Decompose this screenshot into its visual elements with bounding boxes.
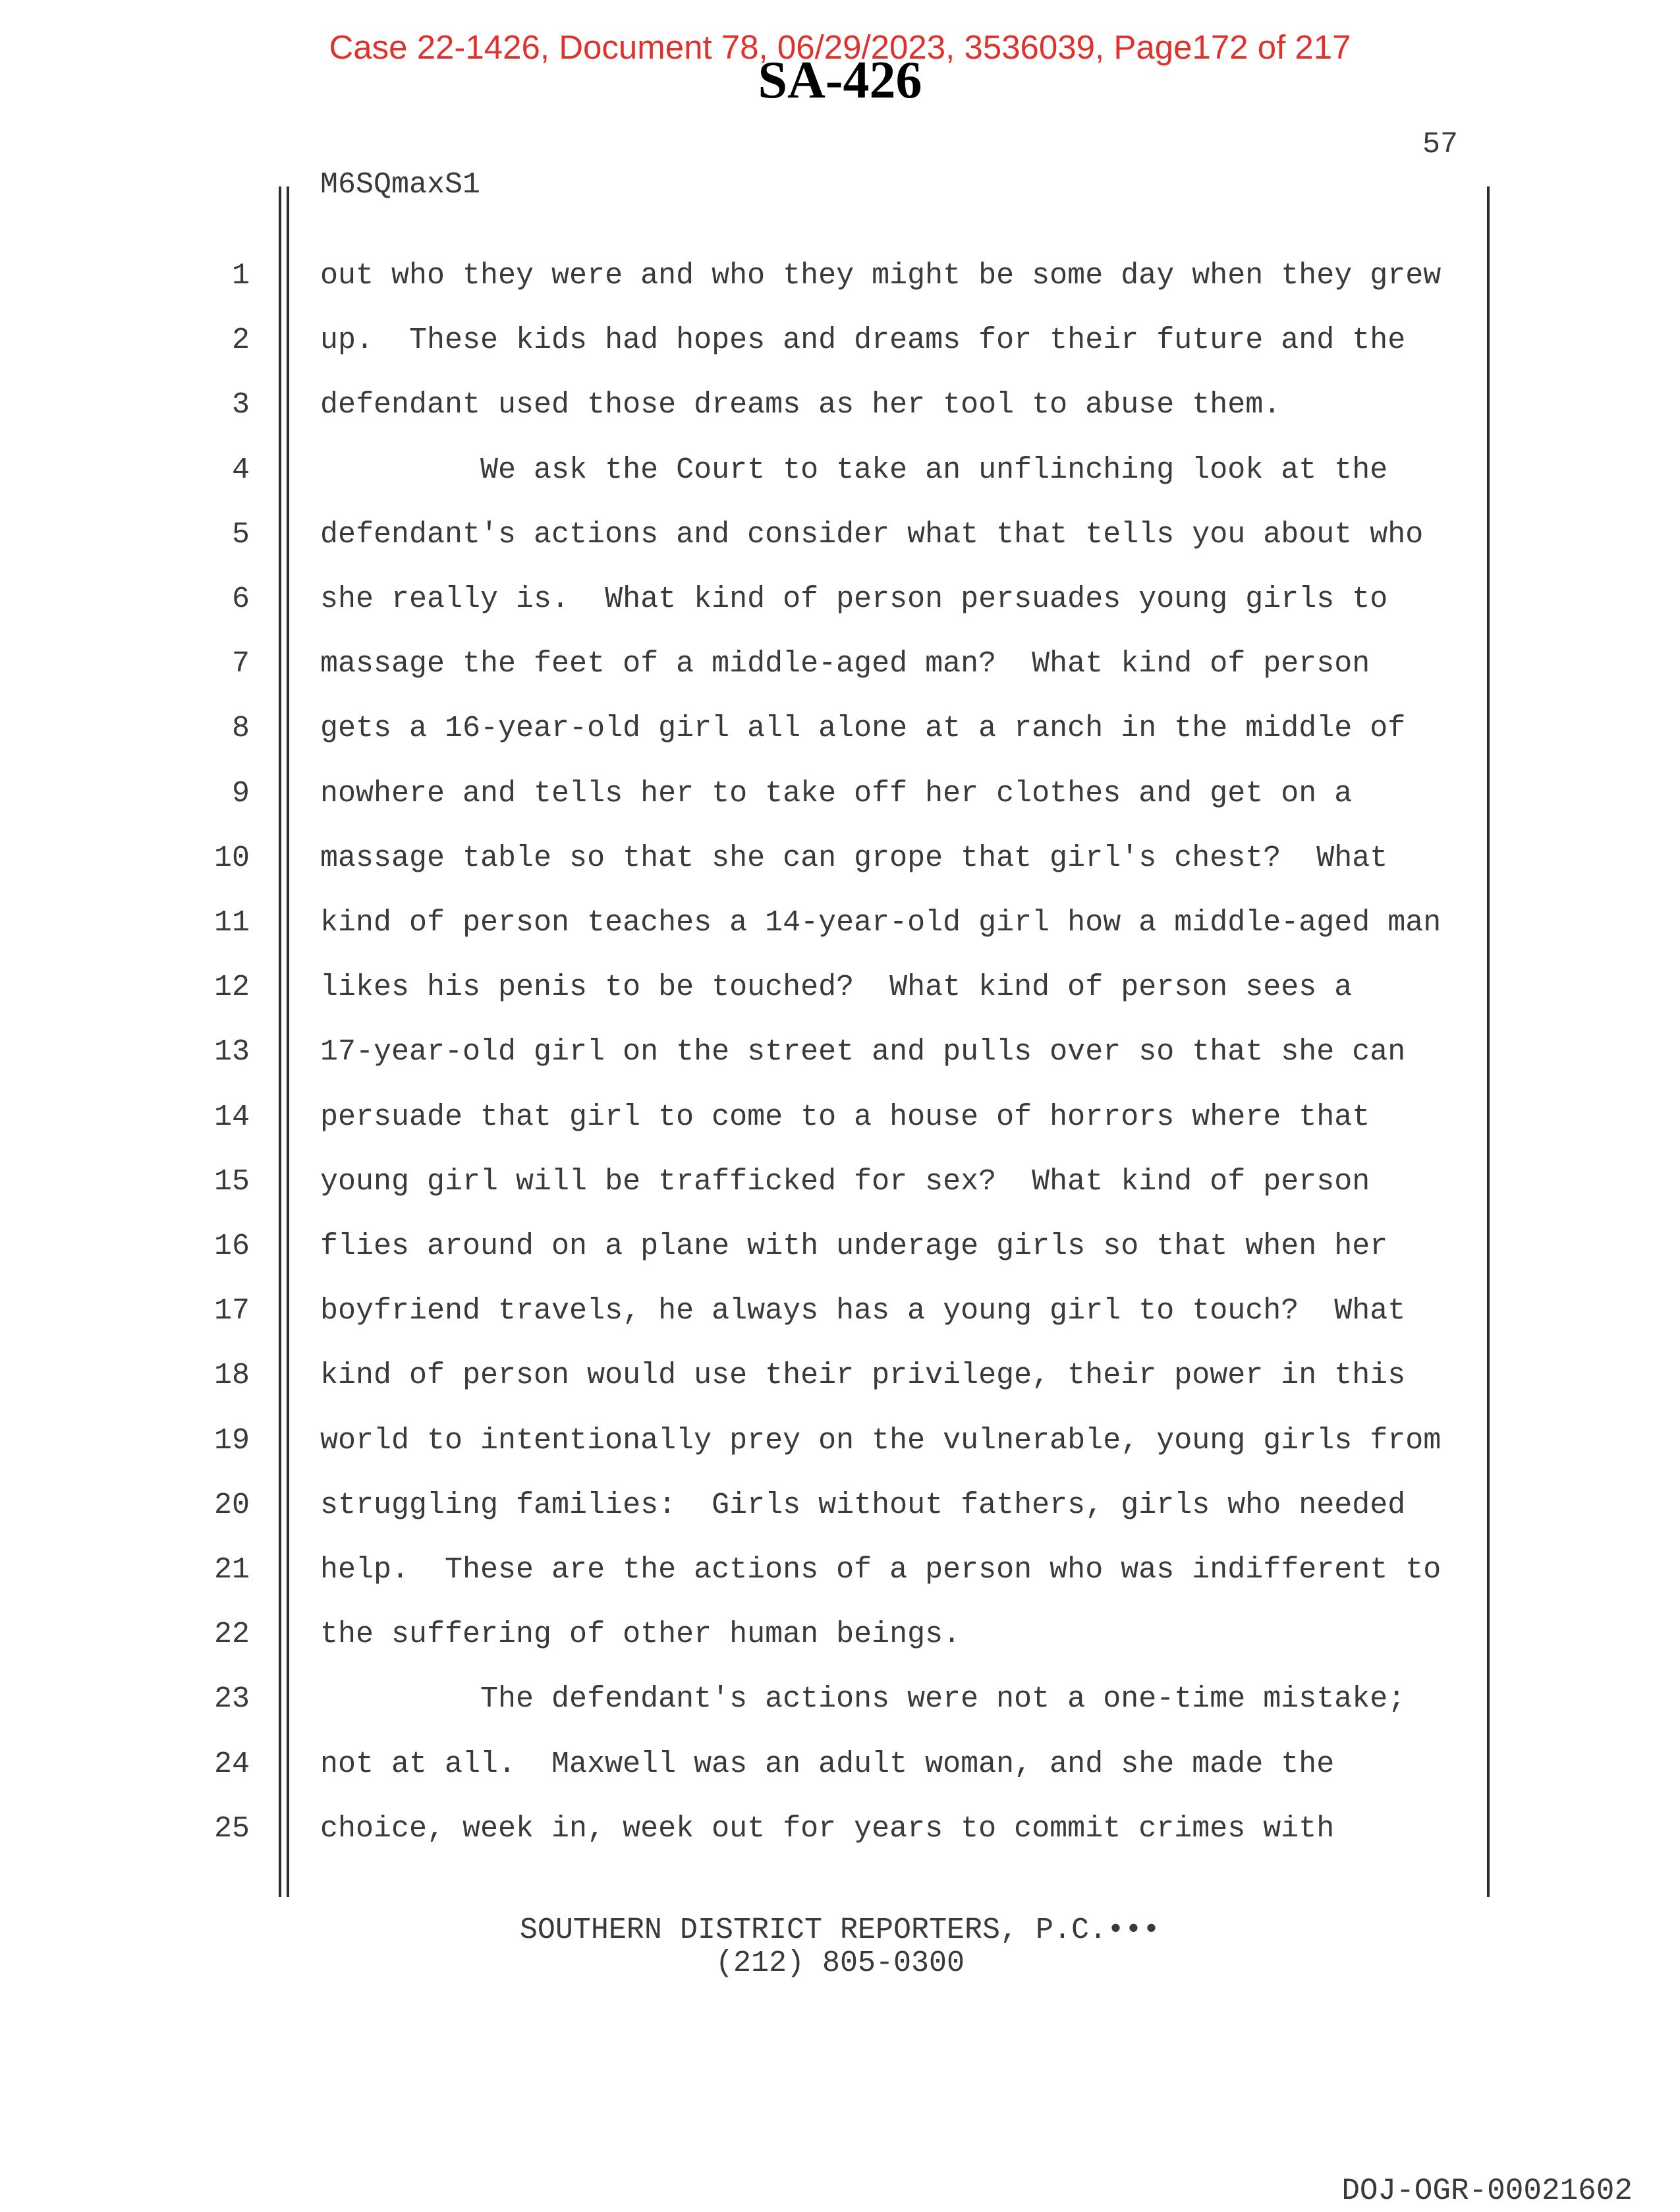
line-number: 8 xyxy=(231,712,250,745)
line-number: 24 xyxy=(213,1747,250,1781)
transcript-line: help. These are the actions of a person who was indifferent to xyxy=(320,1553,1442,1587)
line-number: 21 xyxy=(213,1553,250,1587)
transcript-line: 17-year-old girl on the street and pulls over so that she can xyxy=(320,1035,1406,1069)
line-number: 20 xyxy=(213,1489,250,1522)
transcript-line: massage the feet of a middle-aged man? What kind of person xyxy=(320,647,1370,681)
line-number: 16 xyxy=(213,1230,250,1263)
line-number: 9 xyxy=(231,777,250,810)
transcript-line: We ask the Court to take an unflinching look at the xyxy=(320,453,1388,487)
line-number: 17 xyxy=(213,1294,250,1328)
page-number: 57 xyxy=(1422,128,1458,161)
line-number: 19 xyxy=(213,1424,250,1458)
transcript-line: nowhere and tells her to take off her clothes and get on a xyxy=(320,777,1353,810)
transcript-line: likes his penis to be touched? What kind of person sees a xyxy=(320,971,1353,1004)
transcript-line: kind of person would use their privilege, their power in this xyxy=(320,1359,1406,1392)
left-margin-rule-outer xyxy=(279,186,281,1897)
line-number: 4 xyxy=(231,453,250,487)
transcript-line: she really is. What kind of person persuades young girls to xyxy=(320,582,1388,616)
line-number: 14 xyxy=(213,1100,250,1134)
transcript-line: kind of person teaches a 14-year-old girl how a middle-aged man xyxy=(320,906,1442,940)
transcript-line: not at all. Maxwell was an adult woman, and she made the xyxy=(320,1747,1335,1781)
transcript-line: The defendant's actions were not a one-time mistake; xyxy=(320,1682,1406,1716)
transcript-line: persuade that girl to come to a house of horrors where that xyxy=(320,1100,1370,1134)
line-number: 1 xyxy=(231,259,250,293)
line-number: 13 xyxy=(213,1035,250,1069)
transcript-line: out who they were and who they might be some day when they grew xyxy=(320,259,1442,293)
reporter-name: SOUTHERN DISTRICT REPORTERS, P.C.••• xyxy=(519,1914,1161,1947)
line-number: 25 xyxy=(213,1812,250,1846)
line-number: 5 xyxy=(231,518,250,552)
transcript-line: gets a 16-year-old girl all alone at a ranch in the middle of xyxy=(320,712,1406,745)
transcript-line: choice, week in, week out for years to commit crimes with xyxy=(320,1812,1335,1846)
transcript-line: massage table so that she can grope that girl's chest? What xyxy=(320,841,1388,875)
transcript-line: defendant's actions and consider what that tells you about who xyxy=(320,518,1424,552)
line-number: 10 xyxy=(213,841,250,875)
transcript-line: struggling families: Girls without fathers, girls who needed xyxy=(320,1489,1406,1522)
line-number: 2 xyxy=(231,324,250,357)
line-number: 23 xyxy=(213,1682,250,1716)
transcript-line: defendant used those dreams as her tool to abuse them. xyxy=(320,388,1281,422)
transcript-line: the suffering of other human beings. xyxy=(320,1618,961,1651)
line-number: 6 xyxy=(231,582,250,616)
sa-stamp: SA-426 xyxy=(758,51,922,109)
transcript-line: up. These kids had hopes and dreams for their future and the xyxy=(320,324,1406,357)
transcript-line: boyfriend travels, he always has a young girl to touch? What xyxy=(320,1294,1406,1328)
bates-number: DOJ-OGR-00021602 xyxy=(1341,2174,1633,2208)
line-number: 7 xyxy=(231,647,250,681)
line-number: 15 xyxy=(213,1165,250,1199)
transcript-line: young girl will be trafficked for sex? What kind of person xyxy=(320,1165,1370,1199)
transcript-line: flies around on a plane with underage girls so that when her xyxy=(320,1230,1388,1263)
reporter-phone: (212) 805-0300 xyxy=(715,1946,965,1980)
transcript-code: M6SQmaxS1 xyxy=(320,168,481,202)
transcript-line: world to intentionally prey on the vulnerable, young girls from xyxy=(320,1424,1442,1458)
right-margin-rule xyxy=(1487,186,1490,1897)
line-number: 22 xyxy=(213,1618,250,1651)
line-number: 12 xyxy=(213,971,250,1004)
line-number: 3 xyxy=(231,388,250,422)
line-number: 18 xyxy=(213,1359,250,1392)
left-margin-rule-inner xyxy=(287,186,289,1897)
case-header: Case 22-1426, Document 78, 06/29/2023, 3536039, Page172 of 217 xyxy=(329,28,1351,66)
line-number: 11 xyxy=(213,906,250,940)
